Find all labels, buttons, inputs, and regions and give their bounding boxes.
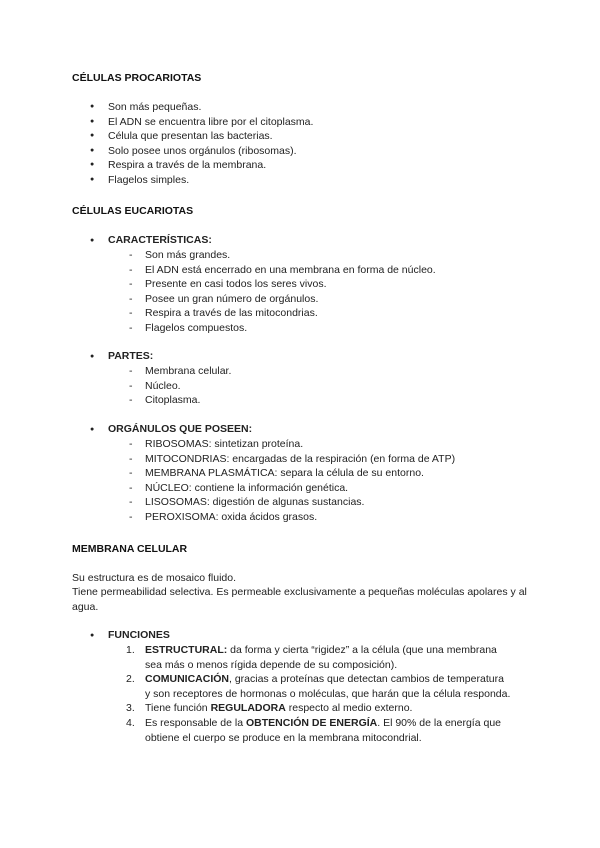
item-text: . El 90% de la energía que obtiene el cuerpo se produce en la membrana mitocondrial. bbox=[145, 716, 502, 744]
item-number: 1. bbox=[126, 644, 135, 656]
list-item bbox=[126, 716, 511, 745]
item-bold: COMUNICACIÓN bbox=[145, 673, 229, 686]
funciones-title: ● FUNCIONES bbox=[90, 628, 511, 643]
heading-eucariotas: CÉLULAS EUCARIOTAS bbox=[72, 205, 194, 217]
organulos-list bbox=[127, 437, 455, 525]
list-item: ● Respira a través de la membrana. bbox=[90, 158, 313, 173]
list-item: - Citoplasma. bbox=[127, 393, 231, 408]
organulos-section bbox=[90, 422, 455, 525]
list-item: - Respira a través de las mitocondrias. bbox=[127, 306, 436, 321]
heading-procariotas: CÉLULAS PROCARIOTAS bbox=[72, 72, 202, 84]
caracteristicas-section bbox=[90, 233, 436, 336]
list-item: - NÚCLEO: contiene la información genética. bbox=[127, 481, 455, 496]
heading-membrana: MEMBRANA CELULAR bbox=[72, 543, 188, 555]
list-item: ● Son más pequeñas. bbox=[90, 100, 313, 115]
partes-section bbox=[90, 349, 231, 408]
list-item: ● Solo posee unos orgánulos (ribosomas). bbox=[90, 144, 313, 159]
list-item: - MITOCONDRIAS: encargadas de la respiración (en forma de ATP) bbox=[127, 452, 455, 467]
item-text: respecto al medio externo. bbox=[285, 702, 413, 715]
list-item: - Presente en casi todos los seres vivos. bbox=[127, 277, 436, 292]
list-item: - Son más grandes. bbox=[127, 248, 436, 263]
partes-title: ● PARTES: bbox=[90, 349, 231, 364]
funciones-list bbox=[126, 643, 511, 745]
list-item: - PEROXISOMA: oxida ácidos grasos. bbox=[127, 510, 455, 525]
list-item: - RIBOSOMAS: sintetizan proteína. bbox=[127, 437, 455, 452]
item-bold: REGULADORA bbox=[210, 702, 286, 715]
list-item: - El ADN está encerrado en una membrana en forma de núcleo. bbox=[127, 263, 436, 278]
caracteristicas-list bbox=[127, 248, 436, 336]
list-item bbox=[126, 701, 511, 716]
list-item: - Núcleo. bbox=[127, 379, 231, 394]
list-item: - LISOSOMAS: digestión de algunas sustancias. bbox=[127, 495, 455, 510]
item-number: 3. bbox=[126, 702, 135, 715]
item-text: Es responsable de la bbox=[145, 716, 246, 729]
membrana-paragraph-2: Tiene permeabilidad selectiva. Es permeable exclusivamente a pequeñas moléculas apolares y al agua. bbox=[72, 586, 527, 613]
funciones-section bbox=[90, 628, 511, 745]
item-text: da forma y cierta “rigidez” a la célula (que una membrana sea más o menos rígida depende de su composición). bbox=[145, 644, 497, 671]
item-number: 4. bbox=[126, 716, 135, 729]
list-item bbox=[126, 672, 511, 701]
item-bold: ESTRUCTURAL: bbox=[145, 644, 228, 656]
list-item: - Posee un gran número de orgánulos. bbox=[127, 292, 436, 307]
list-item: ● Célula que presentan las bacterias. bbox=[90, 129, 313, 144]
procariotas-list bbox=[90, 100, 313, 188]
organulos-title: ● ORGÁNULOS QUE POSEEN: bbox=[90, 422, 455, 437]
list-item: - MEMBRANA PLASMÁTICA: separa la célula de su entorno. bbox=[127, 466, 455, 481]
partes-list bbox=[127, 364, 231, 408]
caracteristicas-title: ● CARACTERÍSTICAS: bbox=[90, 233, 436, 248]
list-item: ● Flagelos simples. bbox=[90, 173, 313, 188]
list-item: ● El ADN se encuentra libre por el citoplasma. bbox=[90, 115, 313, 130]
item-number: 2. bbox=[126, 673, 135, 686]
list-item: - Membrana celular. bbox=[127, 364, 231, 379]
item-text: , gracias a proteínas que detectan cambios de temperatura y son receptores de hormonas o moléculas, que harán que la célula responda. bbox=[145, 673, 511, 700]
item-text: Tiene función bbox=[145, 702, 211, 715]
list-item: - Flagelos compuestos. bbox=[127, 321, 436, 336]
list-item bbox=[126, 643, 511, 672]
membrana-paragraph-1: Su estructura es de mosaico fluido. bbox=[72, 572, 237, 584]
item-bold: OBTENCIÓN DE ENERGÍA bbox=[245, 716, 378, 729]
